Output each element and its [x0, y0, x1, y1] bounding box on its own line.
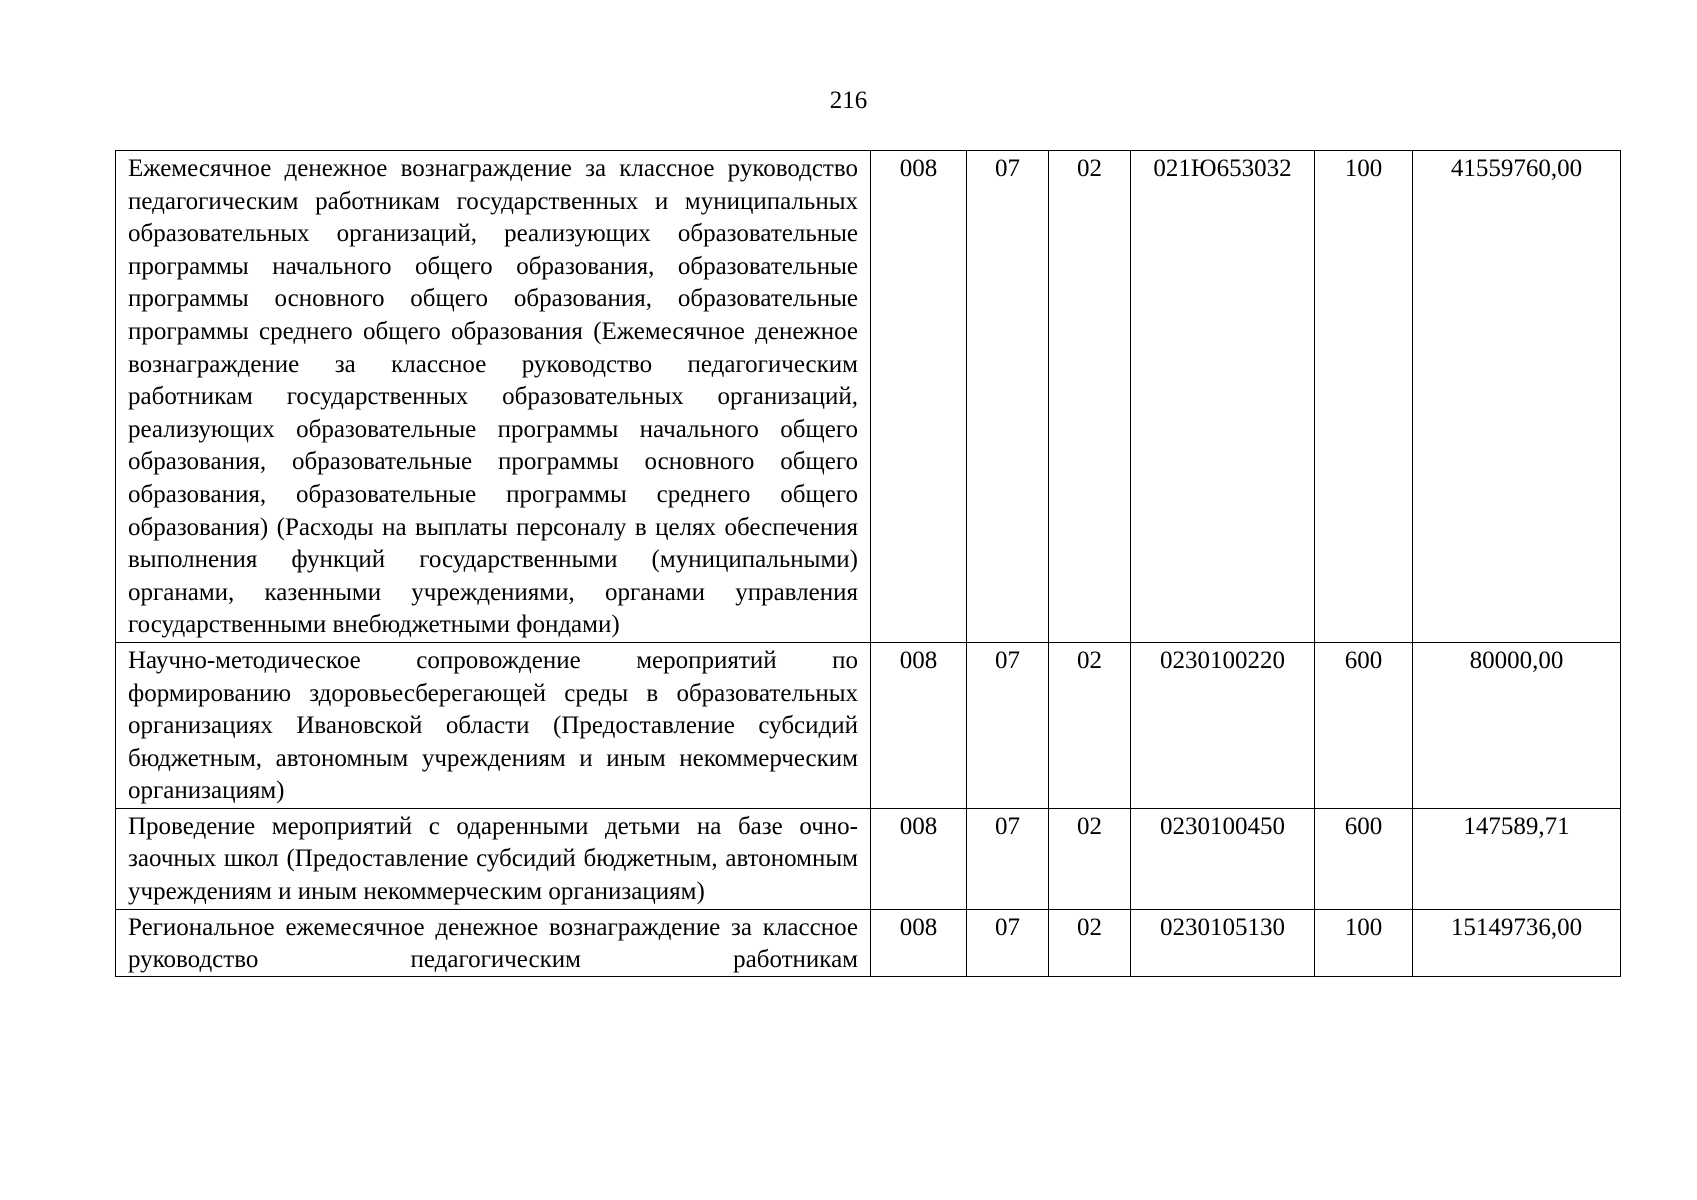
budget-table [115, 150, 1621, 977]
table-row [116, 909, 1621, 976]
amount: 80000,00 [1413, 642, 1621, 808]
target-article-code: 0230105130 [1131, 909, 1315, 976]
section-code: 07 [967, 151, 1049, 643]
section-code: 07 [967, 642, 1049, 808]
row-description: Научно-методическое сопровождение мероприятий по формированию здоровьесберегающей среды в образовательных организациях Ивановской области (Предоставление субсидий бюджетным, автономным учреждениям и иным некоммерческим организациям) [116, 642, 871, 808]
subsection-code: 02 [1049, 151, 1131, 643]
amount: 41559760,00 [1413, 151, 1621, 643]
page-number: 216 [829, 87, 868, 114]
section-code: 07 [967, 909, 1049, 976]
expense-type-code: 600 [1315, 808, 1413, 909]
table-row [116, 151, 1621, 643]
target-article-code: 0230100450 [1131, 808, 1315, 909]
table-row [116, 808, 1621, 909]
subsection-code: 02 [1049, 642, 1131, 808]
row-description: Ежемесячное денежное вознаграждение за классное руководство педагогическим работникам государственных и муниципальных образовательных организаций, реализующих образовательные программы начального общего образования, образовательные программы основного общего образования, образовательные программы среднего общего образования (Ежемесячное денежное вознаграждение за классное руководство педагогическим работникам государственных образовательных организаций, реализующих образовательные программы начального общего образования, образовательные программы основного общего образования, образовательные программы среднего общего образования) (Расходы на выплаты персоналу в целях обеспечения выполнения функций государственными (муниципальными) органами, казенными учреждениями, органами управления государственными внебюджетными фондами) [116, 151, 871, 643]
target-article-code: 021Ю653032 [1131, 151, 1315, 643]
expense-type-code: 100 [1315, 909, 1413, 976]
row-description-cell [116, 909, 871, 976]
target-article-code: 0230100220 [1131, 642, 1315, 808]
subsection-code: 02 [1049, 909, 1131, 976]
amount: 147589,71 [1413, 808, 1621, 909]
subsection-code: 02 [1049, 808, 1131, 909]
ministry-code: 008 [871, 909, 967, 976]
table-row [116, 642, 1621, 808]
row-description: Проведение мероприятий с одаренными детьми на базе очно-заочных школ (Предоставление субсидий бюджетным, автономным учреждениям и иным некоммерческим организациям) [116, 808, 871, 909]
section-code: 07 [967, 808, 1049, 909]
ministry-code: 008 [871, 151, 967, 643]
row-description: Региональное ежемесячное денежное вознаграждение за классное руководство педагогическим работникам [128, 913, 858, 974]
expense-type-code: 100 [1315, 151, 1413, 643]
ministry-code: 008 [871, 642, 967, 808]
expense-type-code: 600 [1315, 642, 1413, 808]
amount: 15149736,00 [1413, 909, 1621, 976]
ministry-code: 008 [871, 808, 967, 909]
